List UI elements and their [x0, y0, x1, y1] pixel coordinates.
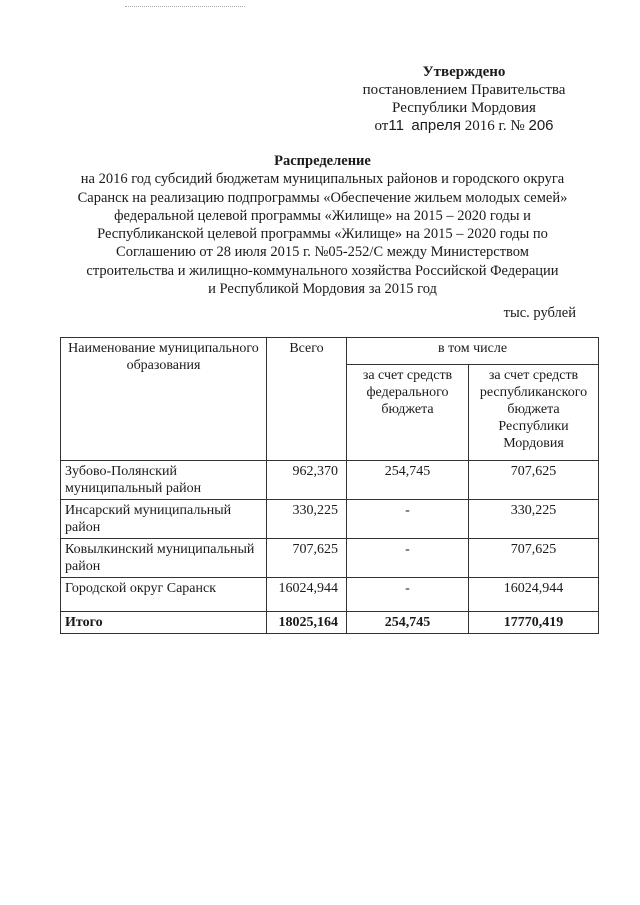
totals-total: 18025,164 [267, 612, 347, 634]
header-total: Всего [267, 338, 347, 461]
table-row [61, 461, 599, 500]
date-day: 11 [388, 117, 404, 134]
approval-date-line [340, 117, 588, 135]
title-line: на 2016 год субсидий бюджетам муниципальных районов и городского округа [80, 171, 565, 188]
row-federal: - [347, 578, 469, 612]
header-name: Наименование муниципального образования [61, 338, 267, 461]
row-total: 16024,944 [267, 578, 347, 612]
header-including: в том числе [347, 338, 599, 365]
row-federal: 254,745 [347, 461, 469, 500]
header-republican: за счет средств республиканского бюджета Республики Мордовия [469, 365, 599, 461]
row-federal: - [347, 500, 469, 539]
title-line: строительства и жилищно-коммунального хозяйства Российской Федерации [86, 262, 559, 279]
row-total: 330,225 [267, 500, 347, 539]
doc-number: 206 [528, 117, 554, 134]
date-year: 2016 г. № [464, 118, 525, 134]
header-federal: за счет средств федерального бюджета [347, 365, 469, 461]
title-line: и Республикой Мордовия за 2015 год [208, 281, 437, 298]
scan-artifact [125, 6, 245, 10]
totals-republican: 17770,419 [469, 612, 599, 634]
document-title: Распределение [274, 153, 371, 169]
row-name: Зубово-Полянский муниципальный район [61, 461, 267, 500]
table-row [61, 539, 599, 578]
date-prefix: от [374, 118, 389, 134]
date-month: апреля [411, 117, 461, 134]
header-row [61, 338, 599, 365]
title-line: Республиканской целевой программы «Жилище» на 2015 – 2020 годы по [97, 226, 548, 243]
title-line: федеральной целевой программы «Жилище» на 2015 – 2020 годы и [114, 207, 531, 224]
distribution-table [60, 337, 599, 634]
units-label: тыс. рублей [503, 305, 576, 321]
row-republican: 16024,944 [469, 578, 599, 612]
totals-name: Итого [61, 612, 267, 634]
approval-line-2: Республики Мордовия [392, 100, 536, 116]
totals-row [61, 612, 599, 634]
row-republican: 707,625 [469, 461, 599, 500]
table-row [61, 578, 599, 612]
approval-stamp-block [340, 63, 588, 135]
row-total: 707,625 [267, 539, 347, 578]
approval-line-1: постановлением Правительства [362, 82, 566, 98]
row-name: Городской округ Саранск [61, 578, 267, 612]
approval-heading: Утверждено [422, 64, 506, 80]
document-title-block [50, 152, 595, 298]
row-name: Инсарский муниципальный район [61, 500, 267, 539]
totals-federal: 254,745 [347, 612, 469, 634]
table-row [61, 500, 599, 539]
row-name: Ковылкинский муниципальный район [61, 539, 267, 578]
title-line: Соглашению от 28 июля 2015 г. №05-252/С между Министерством [116, 244, 529, 261]
row-federal: - [347, 539, 469, 578]
row-republican: 707,625 [469, 539, 599, 578]
title-line: Саранск на реализацию подпрограммы «Обеспечение жильем молодых семей» [77, 189, 568, 206]
row-republican: 330,225 [469, 500, 599, 539]
row-total: 962,370 [267, 461, 347, 500]
